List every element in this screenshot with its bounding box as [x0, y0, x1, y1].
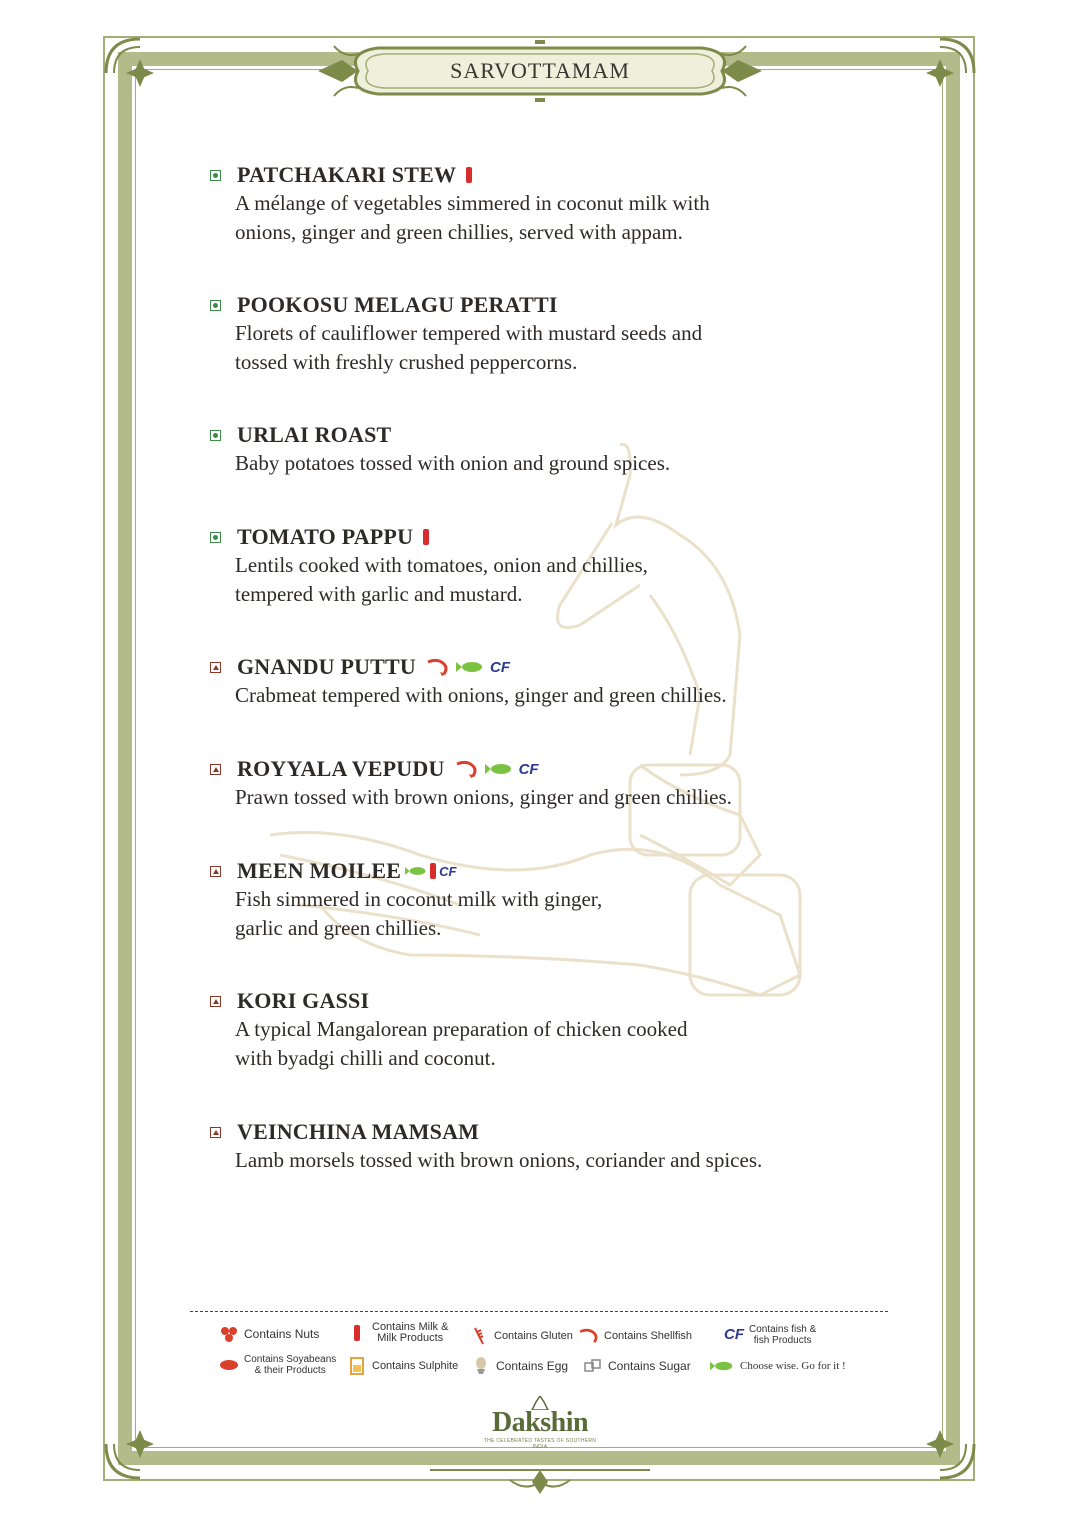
nonveg-icon [210, 1127, 221, 1138]
veg-icon [210, 532, 221, 543]
legend-label: Contains Gluten [494, 1330, 573, 1342]
temple-icon [530, 1396, 550, 1410]
nuts-icon [219, 1325, 239, 1343]
legend-sugar [582, 1356, 691, 1376]
item-description: Fish simmered in coconut milk with ginger, garlic and green chillies. [235, 887, 603, 940]
menu-item [208, 421, 848, 478]
item-name: URLAI ROAST [237, 422, 392, 447]
veg-icon [210, 430, 221, 441]
legend-label: Contains Shellfish [604, 1330, 693, 1342]
legend-fish [723, 1324, 816, 1346]
legend-shellfish [578, 1326, 692, 1346]
menu-item [208, 653, 848, 710]
legend-label: Contains Soyabeans & their Products [244, 1354, 337, 1376]
shellfish-icon [455, 760, 479, 778]
item-name: POOKOSU MELAGU PERATTI [237, 292, 558, 317]
item-description: Prawn tossed with brown onions, ginger and green chillies. [235, 785, 732, 809]
legend-label: Contains Nuts [244, 1327, 320, 1341]
legend-label: Contains Sulphite [372, 1360, 459, 1372]
cf-icon: CF [724, 1326, 744, 1343]
item-name: GNANDU PUTTU [237, 654, 417, 679]
fish-icon [456, 660, 484, 674]
item-name: PATCHAKARI STEW [237, 162, 457, 187]
wheat-icon [472, 1326, 486, 1346]
corner-ornament-bottom-left [100, 1406, 178, 1484]
egg-icon [474, 1357, 488, 1375]
legend-label: Choose wise. Go for it ! [740, 1360, 846, 1372]
milk-icon [423, 529, 429, 545]
legend-label: Contains Milk & Milk Products [372, 1321, 449, 1344]
menu-item [208, 1118, 848, 1175]
item-name: ROYYALA VEPUDU [237, 756, 445, 781]
milk-icon [430, 863, 436, 879]
nonveg-icon [210, 996, 221, 1007]
fish-icon [485, 762, 513, 776]
corner-ornament-bottom-right [902, 1406, 980, 1484]
item-description: Lentils cooked with tomatoes, onion and chillies, tempered with garlic and mustard. [235, 553, 648, 606]
sugar-cubes-icon [583, 1357, 603, 1375]
item-description: Crabmeat tempered with onions, ginger and green chillies. [235, 683, 727, 707]
veg-icon [210, 170, 221, 181]
nonveg-icon [210, 764, 221, 775]
cf-icon: CF [518, 760, 539, 778]
veg-icon [210, 300, 221, 311]
legend-gluten [468, 1326, 573, 1346]
item-name: VEINCHINA MAMSAM [237, 1119, 480, 1144]
bottom-ornament [430, 1462, 650, 1498]
legend-label: Contains Sugar [608, 1359, 691, 1373]
item-description: Florets of cauliflower tempered with mustard seeds and tossed with freshly crushed peppercorns. [235, 321, 703, 374]
item-name: TOMATO PAPPU [237, 524, 414, 549]
milk-icon [354, 1325, 360, 1341]
nonveg-icon [210, 662, 221, 673]
item-description: Baby potatoes tossed with onion and ground spices. [235, 451, 671, 475]
section-title-plaque [318, 40, 762, 102]
menu-item [208, 161, 848, 247]
fish-icon [405, 865, 427, 877]
menu-item [208, 857, 848, 943]
menu-item [208, 755, 848, 812]
brand-logo [478, 1396, 602, 1450]
menu-item [208, 523, 848, 609]
item-name: MEEN MOILEE [237, 858, 402, 883]
corner-ornament-top-left [100, 33, 178, 111]
item-name: KORI GASSI [237, 988, 370, 1013]
item-description: Lamb morsels tossed with brown onions, coriander and spices. [235, 1148, 763, 1172]
section-title: SARVOTTAMAM [450, 58, 630, 83]
legend-choose-wise [708, 1356, 846, 1376]
sulphite-icon [350, 1357, 364, 1375]
brand-name: Dakshin [491, 1407, 589, 1438]
menu-item [208, 291, 848, 377]
fish-icon [709, 1360, 735, 1372]
cf-icon: CF [439, 863, 457, 879]
soyabean-icon [219, 1359, 239, 1371]
item-description: A mélange of vegetables simmered in coconut milk with onions, ginger and green chillies, served with appam. [235, 191, 710, 244]
cf-icon: CF [490, 658, 511, 676]
legend-divider [190, 1311, 888, 1312]
legend-label: Contains Egg [496, 1359, 569, 1373]
allergen-legend [218, 1322, 868, 1382]
menu-item [208, 987, 848, 1073]
legend-egg [470, 1356, 568, 1376]
shellfish-icon [426, 658, 450, 676]
item-description: A typical Mangalorean preparation of chicken cooked with byadgi chilli and coconut. [235, 1017, 688, 1070]
legend-milk [346, 1322, 448, 1344]
legend-label: Contains fish & fish Products [749, 1324, 817, 1346]
milk-icon [466, 167, 472, 183]
legend-sulphite [346, 1356, 458, 1376]
shellfish-icon [578, 1328, 600, 1344]
legend-soya [218, 1354, 336, 1376]
brand-tagline: THE CELEBRATED TASTES OF SOUTHERN INDIA [483, 1438, 597, 1450]
legend-nuts [218, 1324, 319, 1344]
corner-ornament-top-right [902, 33, 980, 111]
nonveg-icon [210, 866, 221, 877]
